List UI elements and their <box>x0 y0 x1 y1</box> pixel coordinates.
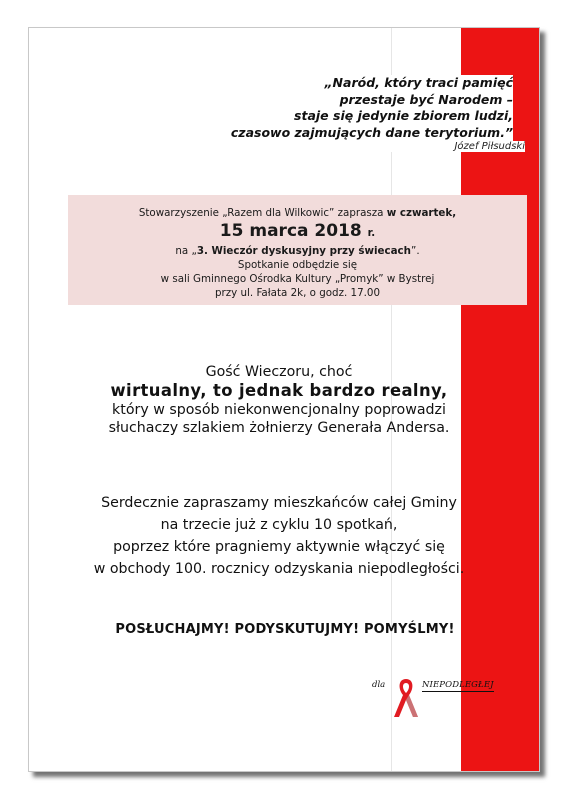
invite-line-1 <box>68 206 527 220</box>
ribbon-icon <box>389 673 423 721</box>
event-venue: w sali Gminnego Ośrodka Kultury „Promyk” w Bystrej <box>160 273 435 285</box>
logo-text-right: NIEPODLEGŁEJ <box>422 680 494 690</box>
event-date <box>68 220 527 244</box>
quote-line: „Naród, który traci pamięć <box>324 75 513 90</box>
welcome-line: Serdecznie zapraszamy mieszkańców całej Gminy <box>101 495 457 511</box>
invite-line-3-post: ”. <box>410 245 420 257</box>
guest-line-1: Gość Wieczoru, choć <box>205 364 353 380</box>
invitation-box <box>68 195 527 305</box>
quote <box>169 75 513 141</box>
event-date-main: 15 marca 2018 <box>219 221 362 241</box>
poster <box>28 27 540 772</box>
invite-day: w czwartek, <box>386 207 457 219</box>
event-name: 3. Wieczór dyskusyjny przy świecach <box>196 245 411 257</box>
welcome-line: na trzecie już z cyklu 10 spotkań, <box>160 517 398 533</box>
guest-section <box>69 363 489 437</box>
quote-author: Józef Piłsudski <box>329 141 525 152</box>
welcome-line: poprzez które pragniemy aktywnie włączyć się <box>113 539 445 555</box>
guest-line-4: słuchaczy szlakiem żołnierzy Generała Andersa. <box>108 420 450 436</box>
logo-text-left: dla <box>372 680 386 690</box>
invite-organizer: Stowarzyszenie „Razem dla Wilkowic” zaprasza <box>138 207 387 219</box>
quote-line: czasowo zajmujących dane terytorium.” <box>230 124 513 140</box>
event-date-suffix: r. <box>367 227 376 239</box>
event-address-time: przy ul. Fałata 2k, o godz. 17.00 <box>214 287 381 299</box>
welcome-section <box>69 492 489 580</box>
guest-line-3: który w sposób niekonwencjonalny poprowadzi <box>112 402 446 418</box>
dla-niepodleglej-logo <box>369 673 509 723</box>
welcome-line: w obchody 100. rocznicy odzyskania niepodległości. <box>93 561 465 577</box>
quote-line: przestaje być Narodem – <box>339 91 513 107</box>
guest-line-2: wirtualny, to jednak bardzo realny, <box>110 381 448 400</box>
invite-line-3-pre: na „ <box>175 245 197 257</box>
slogan: POSŁUCHAJMY! PODYSKUTUJMY! POMYŚLMY! <box>115 622 455 637</box>
quote-line: staje się jedynie zbiorem ludzi, <box>294 108 513 123</box>
invite-line-4: Spotkanie odbędzie się <box>237 259 358 271</box>
invite-line-3 <box>68 244 527 258</box>
